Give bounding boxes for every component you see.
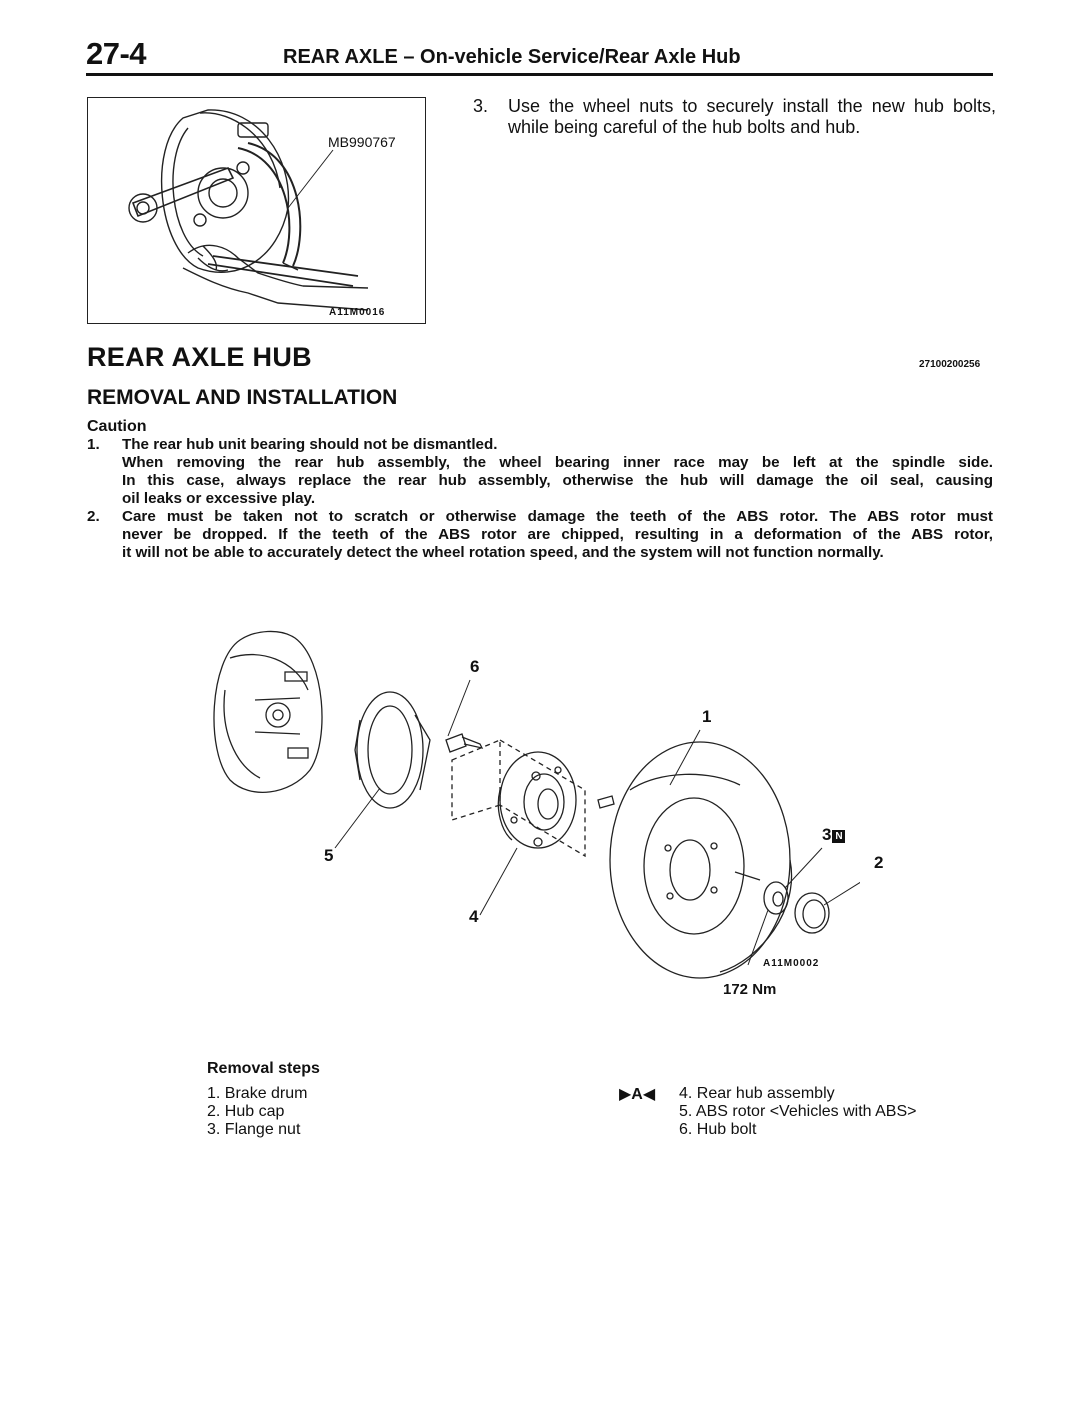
caution-list [87, 436, 993, 562]
removal-step: 6. Hub bolt [679, 1121, 757, 1138]
removal-steps-heading: Removal steps [207, 1060, 320, 1077]
removal-step: 5. ABS rotor <Vehicles with ABS> [679, 1103, 917, 1120]
new-part-badge: N [832, 830, 845, 843]
exploded-view-illustration [200, 620, 860, 1010]
procedure-marker: ▶A◀ [619, 1086, 656, 1103]
caution-line: never be dropped. If the teeth of the ABS rotor are chipped, resulting in a deformation of the ABS rotor, [122, 526, 993, 543]
caution-line: In this case, always replace the rear hub assembly, otherwise the hub will damage the oil seal, causing [122, 472, 993, 489]
caution-item [87, 436, 993, 508]
caution-line: Care must be taken not to scratch or otherwise damage the teeth of the ABS rotor. The ABS rotor must [122, 508, 993, 525]
section-code: 27100200256 [919, 359, 981, 370]
removal-step: 3. Flange nut [207, 1121, 301, 1138]
step-text: Use the wheel nuts to securely install the new hub bolts, while being careful of the hub bolts and hub. [508, 96, 996, 137]
caution-line: it will not be able to accurately detect the wheel rotation speed, and the system will not function normally. [122, 544, 884, 561]
figure-code: A11M0016 [329, 307, 386, 318]
subsection-title: REMOVAL AND INSTALLATION [87, 386, 398, 409]
tool-label: MB990767 [328, 134, 396, 150]
caution-label: Caution [87, 418, 147, 435]
header-title: REAR AXLE – On-vehicle Service/Rear Axle Hub [283, 46, 741, 68]
figure-exploded-view [200, 620, 860, 1010]
removal-step: 1. Brake drum [207, 1085, 308, 1102]
removal-steps-right [679, 1085, 916, 1139]
removal-step: 2. Hub cap [207, 1103, 285, 1120]
removal-step: 4. Rear hub assembly [679, 1085, 835, 1102]
caution-line: When removing the rear hub assembly, the wheel bearing inner race may be left at the spindle side. [122, 454, 993, 471]
caution-number: 1. [87, 436, 100, 453]
torque-spec: 172 Nm [723, 981, 777, 998]
caution-number: 2. [87, 508, 100, 525]
hub-tool-illustration [88, 98, 426, 324]
callout-6: 6 [470, 657, 480, 676]
page-number: 27-4 [86, 36, 147, 71]
callout-1: 1 [702, 707, 712, 726]
removal-steps-left [207, 1085, 307, 1139]
callout-3 [822, 825, 845, 845]
callout-2: 2 [874, 853, 884, 872]
figure-hub-tool [87, 97, 426, 324]
caution-item [87, 508, 993, 562]
callout-4: 4 [469, 907, 479, 926]
caution-line: oil leaks or excessive play. [122, 490, 316, 507]
header-rule [86, 73, 993, 76]
section-title: REAR AXLE HUB [87, 342, 312, 372]
caution-line: The rear hub unit bearing should not be dismantled. [122, 436, 498, 453]
figure-code: A11M0002 [763, 958, 820, 969]
callout-5: 5 [324, 846, 334, 865]
step-number: 3. [473, 96, 489, 116]
callout-3-number: 3 [822, 825, 832, 844]
